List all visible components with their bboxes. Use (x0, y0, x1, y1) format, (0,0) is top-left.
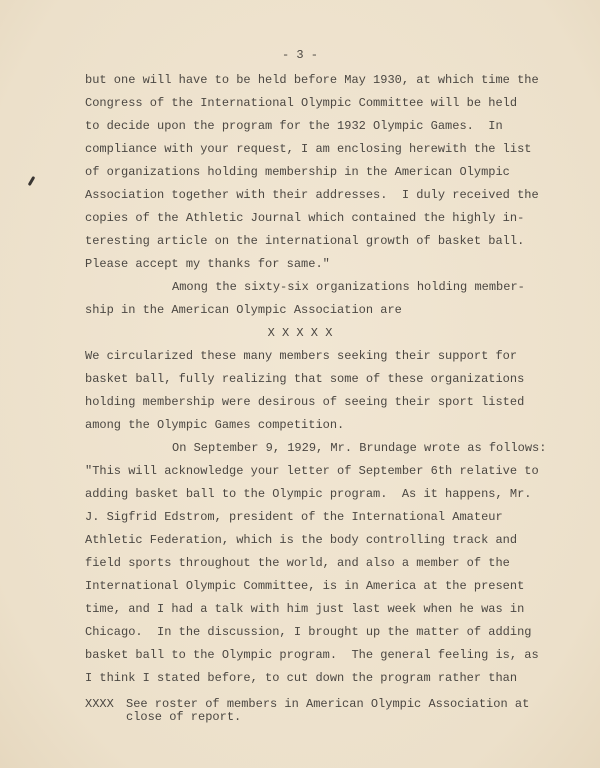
text-line: On September 9, 1929, Mr. Brundage wrote as follows: (172, 441, 547, 455)
text-line: J. Sigfrid Edstrom, president of the International Amateur (85, 510, 503, 524)
text-line: "This will acknowledge your letter of September 6th relative to (85, 464, 539, 478)
text-line: compliance with your request, I am enclosing herewith the list (85, 142, 532, 156)
ink-mark (28, 176, 36, 186)
text-line: Congress of the International Olympic Committee will be held (85, 96, 518, 110)
text-line: I think I stated before, to cut down the program rather than (85, 671, 518, 685)
text-line: Chicago. In the discussion, I brought up the matter of adding (85, 625, 532, 639)
footnote-reference: X X X X X (267, 326, 333, 340)
text-line: basket ball, fully realizing that some of these organizations (85, 372, 525, 386)
text-line: of organizations holding membership in the American Olympic (85, 165, 510, 179)
text-line: to decide upon the program for the 1932 Olympic Games. In (85, 119, 503, 133)
text-line: Among the sixty-six organizations holding member- (172, 280, 525, 294)
text-line: adding basket ball to the Olympic program. As it happens, Mr. (85, 487, 532, 501)
text-line: among the Olympic Games competition. (85, 418, 345, 432)
text-line: Please accept my thanks for same." (85, 257, 330, 271)
page-number: - 3 - (281, 48, 318, 62)
text-line: but one will have to be held before May 1930, at which time the (85, 73, 539, 87)
footnote-line: close of report. (126, 710, 242, 724)
text-line: basket ball to the Olympic program. The general feeling is, as (85, 648, 539, 662)
footnote-marker: XXXX (85, 697, 114, 711)
text-line: time, and I had a talk with him just last week when he was in (85, 602, 525, 616)
text-line: Athletic Federation, which is the body controlling track and (85, 533, 518, 547)
text-line: We circularized these many members seeking their support for (85, 349, 518, 363)
text-line: ship in the American Olympic Association are (85, 303, 402, 317)
text-line: field sports throughout the world, and also a member of the (85, 556, 510, 570)
footnote-line: See roster of members in American Olympic Association at (126, 697, 530, 711)
text-line: Association together with their addresses. I duly received the (85, 188, 539, 202)
text-line: International Olympic Committee, is in America at the present (85, 579, 525, 593)
text-line: holding membership were desirous of seeing their sport listed (85, 395, 525, 409)
text-line: teresting article on the international growth of basket ball. (85, 234, 525, 248)
text-line: copies of the Athletic Journal which contained the highly in- (85, 211, 525, 225)
